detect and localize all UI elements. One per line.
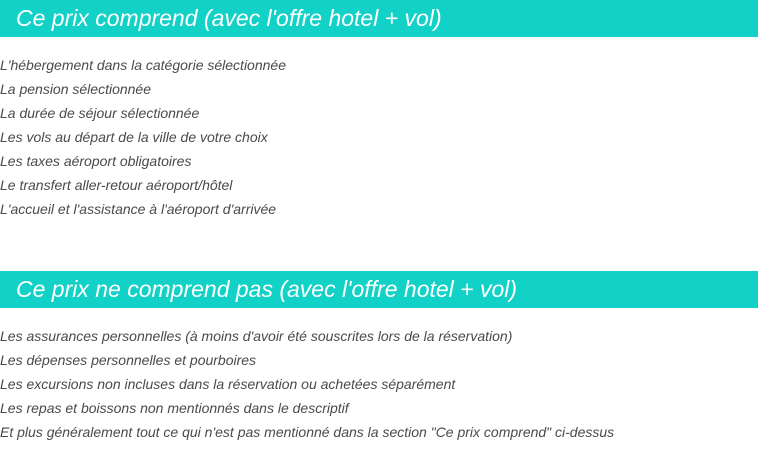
- includes-list-item: Le transfert aller-retour aéroport/hôtel: [0, 177, 233, 193]
- excludes-section-title: Ce prix ne comprend pas (avec l'offre hotel + vol): [0, 271, 758, 308]
- excludes-list: [0, 324, 758, 444]
- excludes-list-item: Les assurances personnelles (à moins d'avoir été souscrites lors de la réservation): [0, 328, 513, 344]
- excludes-list-item: Les dépenses personnelles et pourboires: [0, 352, 257, 368]
- excludes-list-item: Et plus généralement tout ce qui n'est pas mentionné dans la section "Ce prix comprend" ci-dessus: [0, 424, 615, 440]
- includes-list-item: L'accueil et l'assistance à l'aéroport d'arrivée: [0, 201, 277, 217]
- includes-list-item: Les taxes aéroport obligatoires: [0, 153, 192, 169]
- excludes-list-item: Les excursions non incluses dans la réservation ou achetées séparément: [0, 376, 456, 392]
- excludes-list-item: Les repas et boissons non mentionnés dans le descriptif: [0, 400, 349, 416]
- includes-list: [0, 53, 758, 221]
- includes-list-item: La pension sélectionnée: [0, 81, 152, 97]
- includes-section-title: Ce prix comprend (avec l'offre hotel + vol): [0, 0, 758, 37]
- includes-list-item: La durée de séjour sélectionnée: [0, 105, 200, 121]
- includes-list-item: Les vols au départ de la ville de votre choix: [0, 129, 268, 145]
- includes-list-item: L'hébergement dans la catégorie sélectionnée: [0, 57, 286, 73]
